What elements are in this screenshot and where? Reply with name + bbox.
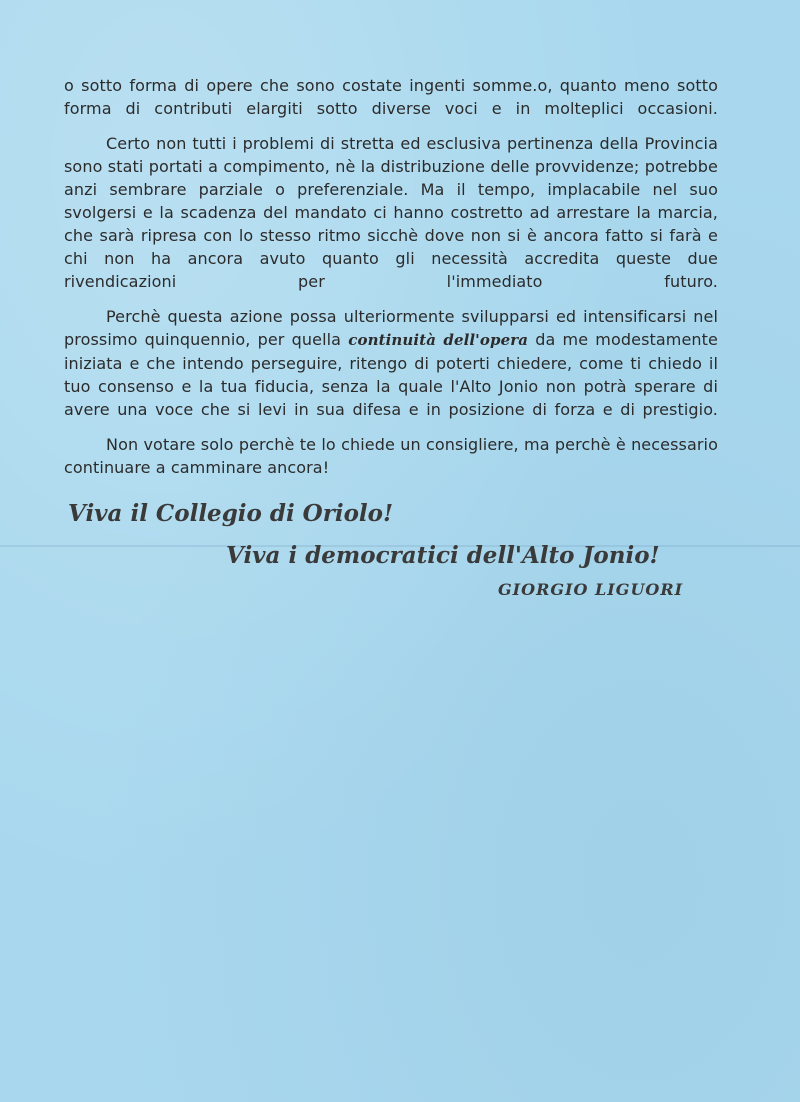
- letter-body: [64, 74, 718, 491]
- paragraph-4: [64, 433, 718, 479]
- paragraph-3-text-before: Perchè questa azione possa ulteriormente svilupparsi ed intensificarsi nel prossimo quinquennio, per quella: [64, 307, 718, 349]
- paragraph-2: [64, 132, 718, 293]
- paragraph-4-text: Non votare solo perchè te lo chiede un consigliere, ma perchè è necessario continuare a camminare ancora!: [64, 435, 718, 477]
- slogan-collegio-oriolo: Viva il Collegio di Oriolo!: [68, 500, 394, 527]
- slogan-democratici-alto-jonio: Viva i democratici dell'Alto Jonio!: [226, 542, 660, 569]
- paragraph-3: [64, 305, 718, 421]
- paragraph-2-text: Certo non tutti i problemi di stretta ed esclusiva pertinenza della Provincia sono stati portati a compimento, nè la distribuzione delle provvidenze; potrebbe anzi sembrare parziale o preferenziale. Ma il tempo, implacabile nel suo svolgersi e la scadenza del mandato ci hanno costretto ad arrestare la marcia, che sarà ripresa con lo stesso ritmo sicchè dove non si è ancora fatto si farà e chi non ha ancora avuto quanto gli necessità accredita queste due rivendicazioni per l'immediato futuro.: [64, 134, 718, 291]
- paragraph-3-emphasis: continuità dell'opera: [348, 331, 529, 349]
- paragraph-3-text-after: da me modestamente iniziata e che intendo perseguire, ritengo di poterti chiedere, come ti chiedo il tuo consenso e la tua fiducia, senza la quale l'Alto Jonio non potrà sperare di avere una voce che si levi in sua difesa e in posizione di forza e di prestigio.: [64, 330, 718, 419]
- paragraph-1: [64, 74, 718, 120]
- signature-name: GIORGIO LIGUORI: [498, 580, 684, 599]
- paragraph-1-text: o sotto forma di opere che sono costate ingenti somme.o, quanto meno sotto forma di contributi elargiti sotto diverse voci e in molteplici occasioni.: [64, 76, 718, 118]
